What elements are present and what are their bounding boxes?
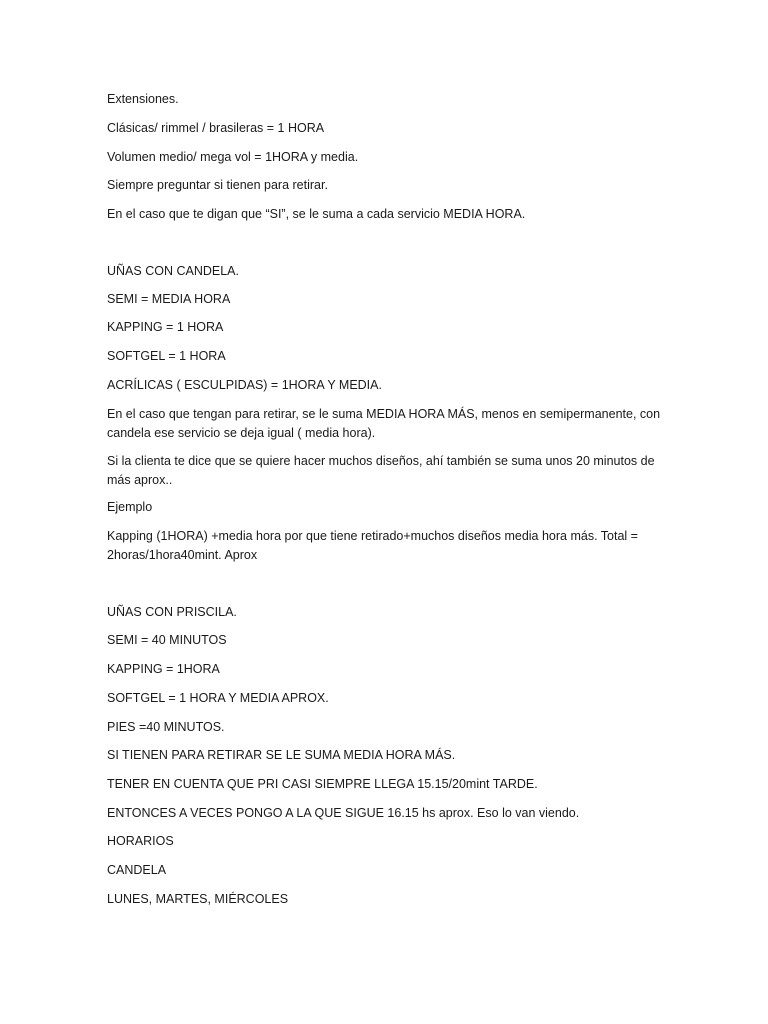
priscila-line-kapping: KAPPING = 1HORA — [107, 662, 220, 676]
candela-line-acrylic: ACRÍLICAS ( ESCULPIDAS) = 1HORA Y MEDIA. — [107, 378, 382, 392]
priscila-line-removal: SI TIENEN PARA RETIRAR SE LE SUMA MEDIA HORA MÁS. — [107, 748, 456, 762]
priscila-line-semi: SEMI = 40 MINUTOS — [107, 633, 227, 647]
candela-example-label: Ejemplo — [107, 500, 153, 514]
candela-paragraph-removal: En el caso que tengan para retirar, se le suma MEDIA HORA MÁS, menos en semipermanente, con candela ese servicio se deja igual ( media hora). — [107, 407, 661, 440]
priscila-line-next-slot: ENTONCES A VECES PONGO A LA QUE SIGUE 16.15 hs aprox. Eso lo van viendo. — [107, 806, 580, 820]
priscila-line-feet: PIES =40 MINUTOS. — [107, 720, 225, 734]
schedule-candela-label: CANDELA — [107, 863, 167, 877]
priscila-line-late: TENER EN CUENTA QUE PRI CASI SIEMPRE LLEGA 15.15/20mint TARDE. — [107, 777, 538, 791]
extensions-line-ask-remove: Siempre preguntar si tienen para retirar. — [107, 178, 328, 192]
extensions-line-volume: Volumen medio/ mega vol = 1HORA y media. — [107, 150, 359, 164]
schedule-heading: HORARIOS — [107, 834, 174, 848]
schedule-candela-days: LUNES, MARTES, MIÉRCOLES — [107, 892, 289, 906]
candela-example-paragraph: Kapping (1HORA) +media hora por que tiene retirado+muchos diseños media hora más. Total = 2horas/1hora40mint. Aprox — [107, 529, 638, 562]
candela-paragraph-designs: Si la clienta te dice que se quiere hacer muchos diseños, ahí también se suma unos 20 minutos de más aprox.. — [107, 454, 655, 487]
candela-line-kapping: KAPPING = 1 HORA — [107, 320, 224, 334]
extensions-line-classic: Clásicas/ rimmel / brasileras = 1 HORA — [107, 121, 325, 135]
candela-heading: UÑAS CON CANDELA. — [107, 264, 239, 278]
priscila-heading: UÑAS CON PRISCILA. — [107, 605, 237, 619]
priscila-line-softgel: SOFTGEL = 1 HORA Y MEDIA APROX. — [107, 691, 329, 705]
extensions-line-add-half-hour: En el caso que te digan que “SI”, se le suma a cada servicio MEDIA HORA. — [107, 207, 526, 221]
candela-line-semi: SEMI = MEDIA HORA — [107, 292, 231, 306]
candela-line-softgel: SOFTGEL = 1 HORA — [107, 349, 226, 363]
extensions-heading: Extensiones. — [107, 92, 179, 106]
